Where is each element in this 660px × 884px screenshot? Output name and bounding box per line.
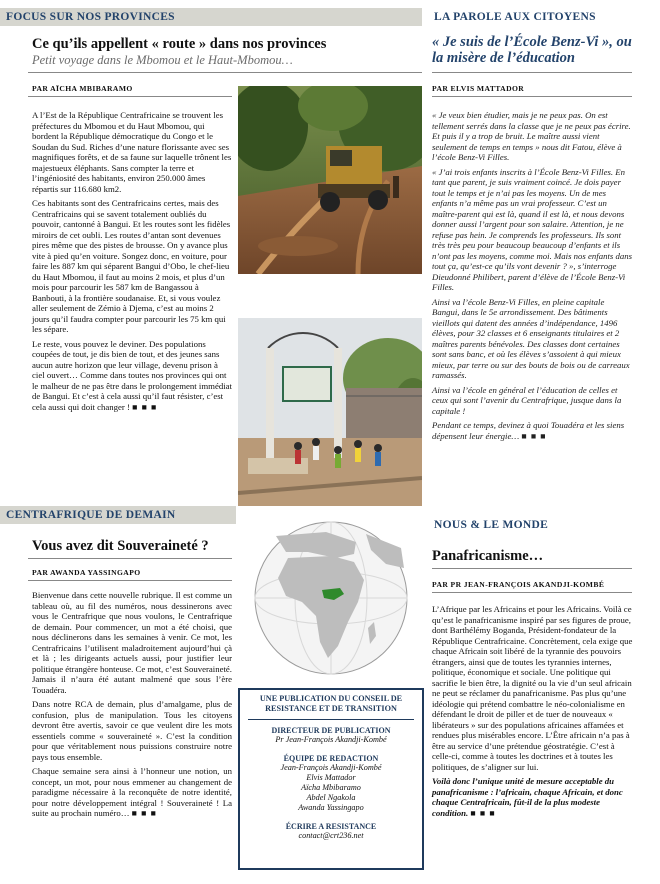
article1-rule (28, 72, 422, 73)
article1-paragraph-text: Le reste, vous pouvez le deviner. Des populations coupées de tout, je dis bien de tout, et des jeunes sans aucun autre horizon que leur village, devenu prison à ciel ouvert… Comme dans toutes nos provinces qui ont le malheur de ne pas être dans le prolongement immédiat de Bangui. Et c’est à cela aussi qu’il faut résister, c’est cela aussi qui doit changer ! (32, 338, 232, 412)
article2-paragraph: Ainsi va l’école en général et l’éducation de celles et ceux qui sont l’avenir du Centrafrique, jusque dans la capitale ! (432, 384, 622, 416)
school-gate-photo (238, 318, 422, 506)
contact-email[interactable]: contact@crt236.net (298, 831, 364, 840)
article4-paragraph (432, 776, 634, 818)
article3-paragraph-text: Chaque semaine sera ainsi à l’honneur une notion, un concept, un mot, pour nous emmener au changement de paradigme nécessaire à la reconquête de notre identité, pour notre développement intégral ! Souveraineté ! La suite au prochain numéro… (32, 766, 232, 818)
article3-paragraph: Bienvenue dans cette nouvelle rubrique. Il est comme un tableau où, au fil des numéros, nous dessinerons avec vous le Centrafrique que nous voulons, le Centrafrique de demain. Pour commencer, un mot a été choisi, que nous déclinerons dans les semaines à venir. Ce mot, les Centrafricains l’utilisent maladroitement aujourd’hui çà et là ; les dirigeants actuels aussi, pour justifier leur politique étrangère honteuse. Ce mot, c’est Souveraineté. Jamais il n’aura été autant malmené que sous l’ère Touadéra. (32, 590, 232, 695)
section-header-focus: FOCUS SUR NOS PROVINCES (0, 8, 422, 26)
publication-title: UNE PUBLICATION DU CONSEIL DE RESISTANCE ET DE TRANSITION (259, 694, 403, 713)
article4-paragraph: L’Afrique par les Africains et pour les Africains. Voilà ce qu’est le panafricanisme inspiré par ses figures de proue, dont Barthélémy Boganda, Président-fondateur de la République Centrafricaine. Concrètement, cela exige que chaque Africain soit libéré de la tyrannie des pouvoirs étrangers, ainsi que de toutes les tyrannies internes, politique, économique et sociale. Une politique qui sacrifie le bien être, la dignité ou la vie d’un seul africain ne peut se réclamer du panafricanisme. Pas plus qu’une idéologie qui prétend combattre le néo-colonialisme en défendant le droit de piller et de tuer de nouveaux « libérateurs » sur des populations africaines affamées et rendues plus misérables encore. L’Être africain n’a pas à être au service d’une prétendue géostratégie. C’est à celle-ci, comme à toutes les doctrines et à toutes les politiques, de s’aligner sur lui. (432, 604, 633, 772)
article2-paragraph: « Je veux bien étudier, mais je ne peux pas. On est tellement serrés dans la classe que je ne peux pas écrire. Et puis il y a trop de bruit. Le maître aussi vient seulement de temps en temps » nous dit Fatou, élève à l’école Benz-Vi Filles. (432, 110, 631, 162)
article1-deck: Petit voyage dans le Mbomou et le Haut-Mbomou… (32, 53, 293, 67)
publication-credits-box (238, 688, 424, 870)
article2-byline-rule (432, 96, 632, 97)
article3-paragraph (32, 766, 232, 819)
end-mark: ■ ■ ■ (132, 401, 158, 412)
road-truck-photo (238, 86, 422, 274)
article1-byline-rule (28, 96, 232, 97)
team-label: ÉQUIPE DE REDACTION (283, 754, 379, 763)
article2-paragraph: « J’ai trois enfants inscrits à l’École Benz-Vi Filles. En tant que parent, je suis vraiment coincé. Je dois payer tout le temps et je n’ai pas les moyens. Un de mes enfants n’a même pas un vrai professeur. C’est un maître-parent qui est là, quand il est là, et nous devons donner aussi l’argent pour son salaire. Attention, je ne refuse pas hein. Je comprends les professeurs. Ils sont très très peu pour beaucoup beaucoup d’enfants et ils n’ont pas les moyens, comme moi. Mais nos enfants dans tout ça, qu’est-ce qu’ils vont devenir ? », s’interroge Dieudonné Philibert, parent d’élève de l’École Benz-Vi Filles. (432, 166, 633, 292)
africa-globe (236, 518, 426, 678)
article3-byline-rule (28, 580, 232, 581)
director-name: Pr Jean-François Akandji-Kombé (275, 735, 387, 744)
article4-title: Panafricanisme… (432, 548, 544, 564)
article2-byline: PAR ELVIS MATTADOR (432, 84, 525, 93)
article3-byline: PAR AWANDA YASSINGAPO (32, 568, 141, 577)
team-member: Awanda Yassingapo (298, 803, 364, 812)
article4-rule (432, 568, 632, 569)
team-member: Jean-François Akandji-Kombé (280, 763, 382, 772)
globe-icon (236, 518, 426, 678)
article1-body (32, 110, 232, 416)
school-gate-illustration (238, 318, 422, 506)
director-label: DIRECTEUR DE PUBLICATION (271, 726, 391, 735)
article2-title: « Je suis de l’École Benz-Vi », ou la misère de l’éducation (432, 34, 632, 66)
article1-paragraph: Ces habitants sont des Centrafricains certes, mais des Centrafricains qui se savent totalement oubliés du pouvoir, cantonné à Bangui. Et les routes sont les fidèles miroirs de cet oubli. Les routes d’antan sont devenues pires même que des pistes de brousse. On y avance plus vite à pied qu’en voiture. Songez donc, en voiture, pour faire les 887 km qui séparent Bangui d’Obo, le chef-lieu du Haut Mbomou, il faut au moins 2 mois, et plus d’un mois pour parcourir les 587 km de Bangassou à Banbouti, à la frontière soudanaise. Et, si vous voulez aller seulement de Zémio à Djema, c’est au moins 2 jours qu’il faudra compter pour parcourir les 75 km qui les sépare. (32, 198, 231, 334)
article2-paragraph-text: Pendant ce temps, devinez à quoi Touadéra et les siens dépensent leur énergie… (432, 420, 625, 441)
team-member: Elvis Mattador (306, 773, 356, 782)
end-mark: ■ ■ ■ (470, 807, 496, 818)
article2-paragraph: Ainsi va l’école Benz-Vi Filles, en pleine capitale Bangui, dans le 5e arrondissement. Des bâtiments vieillots qui datent des années d’indépendance, 1496 élèves, pour 32 classes et 6 enseignants titulaires et 2 maîtres parents bénévoles. Des classes dont certaines sont sans banc, et où les élèves s’assoient à qui mieux mieux, par terre ou sur des bouts de bois ou de carreaux ramassés. (432, 296, 630, 380)
contact-label: ÉCRIRE A RESISTANCE (285, 822, 377, 831)
article1-title: Ce qu’ils appellent « route » dans nos provinces (32, 36, 327, 52)
article2-paragraph (432, 420, 632, 441)
article4-byline-rule (432, 592, 632, 593)
article4-body (432, 604, 634, 822)
article3-rule (28, 558, 232, 559)
end-mark: ■ ■ ■ (521, 430, 547, 441)
article2-rule (432, 72, 632, 73)
team-member: Abdel Ngakola (306, 793, 356, 802)
article3-title: Vous avez dit Souveraineté ? (32, 538, 209, 554)
section-header-monde: NOUS & LE MONDE (428, 516, 660, 534)
section-header-parole: LA PAROLE AUX CITOYENS (428, 8, 660, 26)
article4-byline: PAR PR JEAN-FRANÇOIS AKANDJI-KOMBÉ (432, 580, 605, 589)
road-truck-illustration (238, 86, 422, 274)
article1-paragraph (32, 339, 232, 413)
article1-paragraph: A l’Est de la République Centrafricaine se trouvent les préfectures du Mbomou et du Haut Mbomou, qui bordent la République démocratique du Congo et le Soudan du Sud. Riches d’une nature florissante avec ses magnifiques forêts, et de sa faune sur laquelle trônent les majestueux éléphants. Sans compter la terre et l’ingéniosité des habitants, environ 250.000 âmes répartis sur 116.680 km2. (32, 110, 232, 194)
article2-body (432, 110, 632, 445)
end-mark: ■ ■ ■ (131, 808, 157, 818)
article3-paragraph: Dans notre RCA de demain, plus d’amalgame, plus de confusion, plus de manipulation. Tous les citoyens devront être avertis, savoir ce que veulent dire les mots essentiels comme « souveraineté ». C’est la condition pour que véritablement nous puissions construire notre pays tous ensemble. (32, 699, 232, 762)
article3-body (32, 590, 232, 823)
article1-byline: PAR AÏCHA MBIBARAMO (32, 84, 133, 93)
team-member: Aïcha Mbibaramo (301, 783, 361, 792)
article4-paragraph-text: Voilà donc l’unique unité de mesure acceptable du panafricanisme : l’africain, chaque Africain, et donc chaque Centrafricain, fût-il de la plus modeste condition. (432, 776, 623, 818)
section-header-demain: CENTRAFRIQUE DE DEMAIN (0, 506, 236, 524)
box-rule (248, 719, 414, 720)
